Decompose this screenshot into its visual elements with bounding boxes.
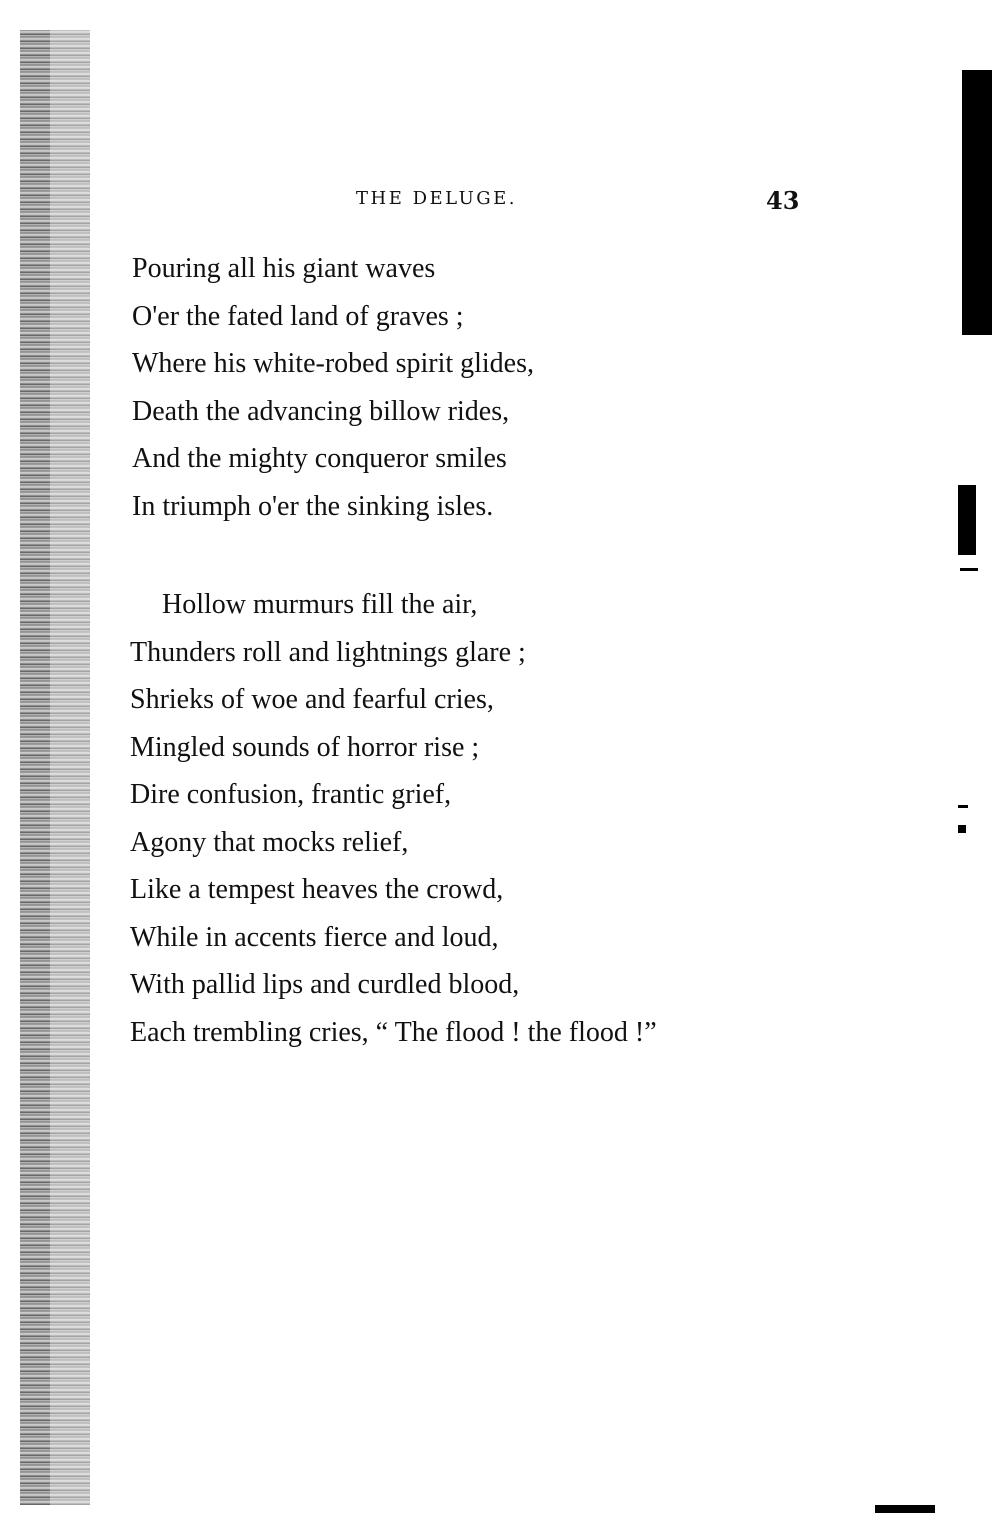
verse-line: With pallid lips and curdled blood, (130, 969, 520, 1000)
scan-edge-mark (960, 568, 978, 571)
verse-line: In triumph o'er the sinking isles. (132, 490, 494, 522)
stanza-1 (132, 245, 534, 530)
verse-line: Each trembling cries, “ The flood ! the flood !” (130, 1016, 657, 1048)
scan-edge-mark (958, 825, 966, 833)
verse-line: And the mighty conqueror smiles (132, 443, 507, 474)
verse-line: Death the advancing billow rides, (132, 395, 510, 427)
scan-edge-mark (875, 1505, 935, 1513)
verse-line: While in accents fierce and loud, (130, 921, 499, 953)
verse-line: Where his white-robed spirit glides, (132, 348, 535, 379)
verse-line: Mingled sounds of horror rise ; (130, 731, 480, 763)
scan-edge-mark (962, 70, 992, 335)
stanza-2 (130, 581, 657, 1056)
scan-edge-mark (958, 805, 968, 808)
verse-line: Thunders roll and lightnings glare ; (130, 636, 526, 668)
verse-line: Shrieks of woe and fearful cries, (130, 684, 494, 715)
scan-edge-mark (958, 485, 976, 555)
verse-line: Like a tempest heaves the crowd, (130, 874, 504, 905)
running-head: THE DELUGE. (356, 188, 518, 209)
verse-line: Hollow murmurs fill the air, (162, 589, 478, 620)
verse-line: O'er the fated land of graves ; (132, 300, 464, 332)
verse-line: Agony that mocks relief, (130, 826, 409, 858)
page-number: 43 (766, 186, 800, 215)
verse-line: Pouring all his giant waves (132, 253, 436, 284)
verse-line: Dire confusion, frantic grief, (130, 779, 452, 810)
page-binding-edge-dark (20, 30, 50, 1505)
